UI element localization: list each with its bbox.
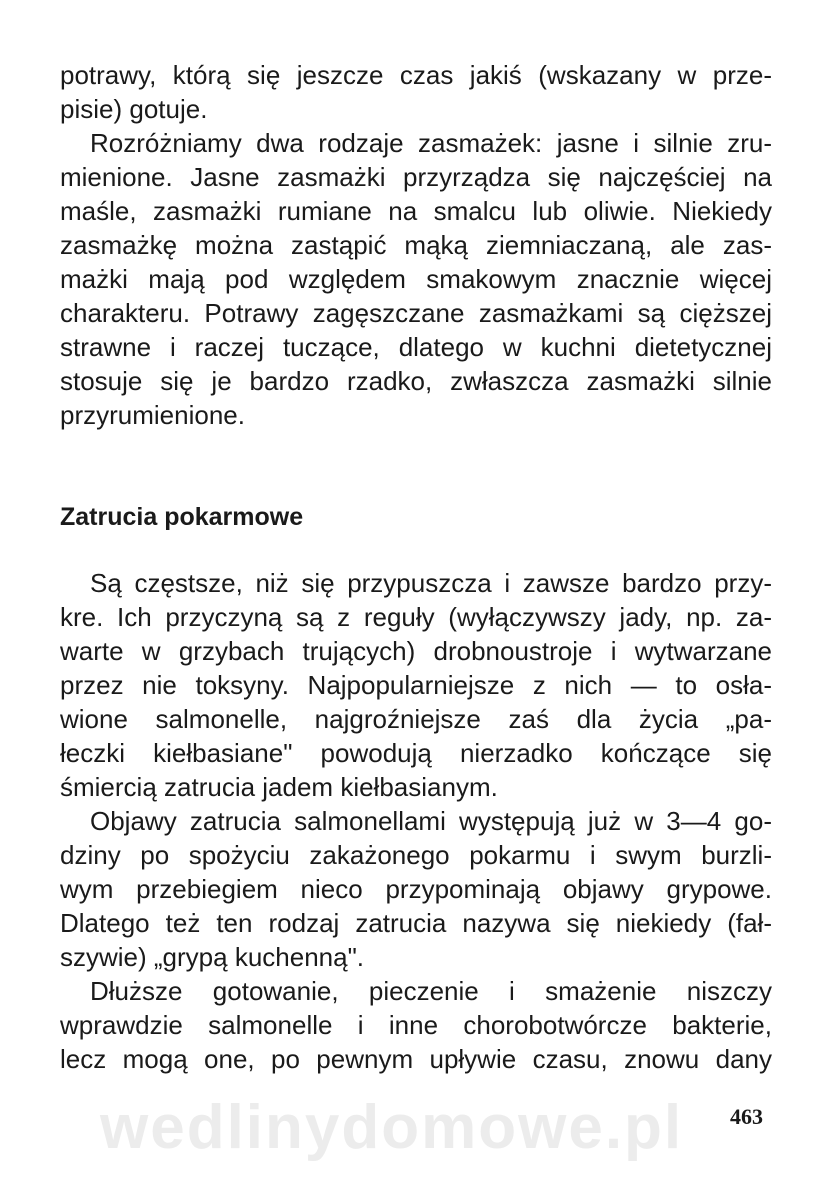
text-line: Są częstsze, niż się przypuszcza i zawsze bardzo przy- [90,568,772,598]
text-line: charakteru. Potrawy zagęszczane zasmażkami są cięższej [60,298,772,328]
text-line: łeczki kiełbasiane" powodują nierzadko kończące się [60,738,772,768]
text-line: zasmażkę można zastąpić mąką ziemniaczaną, ale zas- [60,230,772,260]
text-line: maśle, zasmażki rumiane na smalcu lub oliwie. Niekiedy [60,196,772,226]
text-line: dziny po spożyciu zakażonego pokarmu i swym burzli- [60,840,772,870]
page-number: 463 [730,1104,763,1129]
text-line: Rozróżniamy dwa rodzaje zasmażek: jasne i silnie zru- [90,128,772,158]
text-line: Dłuższe gotowanie, pieczenie i smażenie niszczy [90,976,772,1006]
text-line: przez nie toksyny. Najpopularniejsze z nich — to osła- [60,670,772,700]
text-line: potrawy, którą się jeszcze czas jakiś (wskazany w prze- [60,60,772,90]
text-line: kre. Ich przyczyną są z reguły (wyłączywszy jady, np. za- [60,602,772,632]
text-line: wym przebiegiem nieco przypominają objawy grypowe. [60,874,772,904]
text-line: pisie) gotuje. [60,94,208,124]
text-line: mienione. Jasne zasmażki przyrządza się najczęściej na [60,162,772,192]
text-line: śmiercią zatrucia jadem kiełbasianym. [60,772,498,802]
text-line: przyrumienione. [60,400,245,430]
text-line: Objawy zatrucia salmonellami występują już w 3—4 go- [90,806,772,836]
text-line: stosuje się je bardzo rzadko, zwłaszcza zasmażki silnie [60,366,772,396]
text-line: lecz mogą one, po pewnym upływie czasu, znowu dany [60,1044,772,1074]
text-line: wione salmonelle, najgroźniejsze zaś dla życia „pa- [60,704,772,734]
text-line: szywie) „grypą kuchenną". [60,942,365,972]
text-line: Dlatego też ten rodzaj zatrucia nazywa się niekiedy (fał- [60,908,772,938]
watermark: wedlinydomowe.pl [100,1093,684,1162]
text-line: mażki mają pod względem smakowym znacznie więcej [60,264,772,294]
text-line: strawne i raczej tuczące, dlatego w kuchni dietetycznej [60,332,772,362]
section-heading: Zatrucia pokarmowe [60,503,304,531]
text-line: wprawdzie salmonelle i inne chorobotwórcze bakterie, [60,1010,772,1040]
text-line: warte w grzybach trujących) drobnoustroje i wytwarzane [60,636,772,666]
